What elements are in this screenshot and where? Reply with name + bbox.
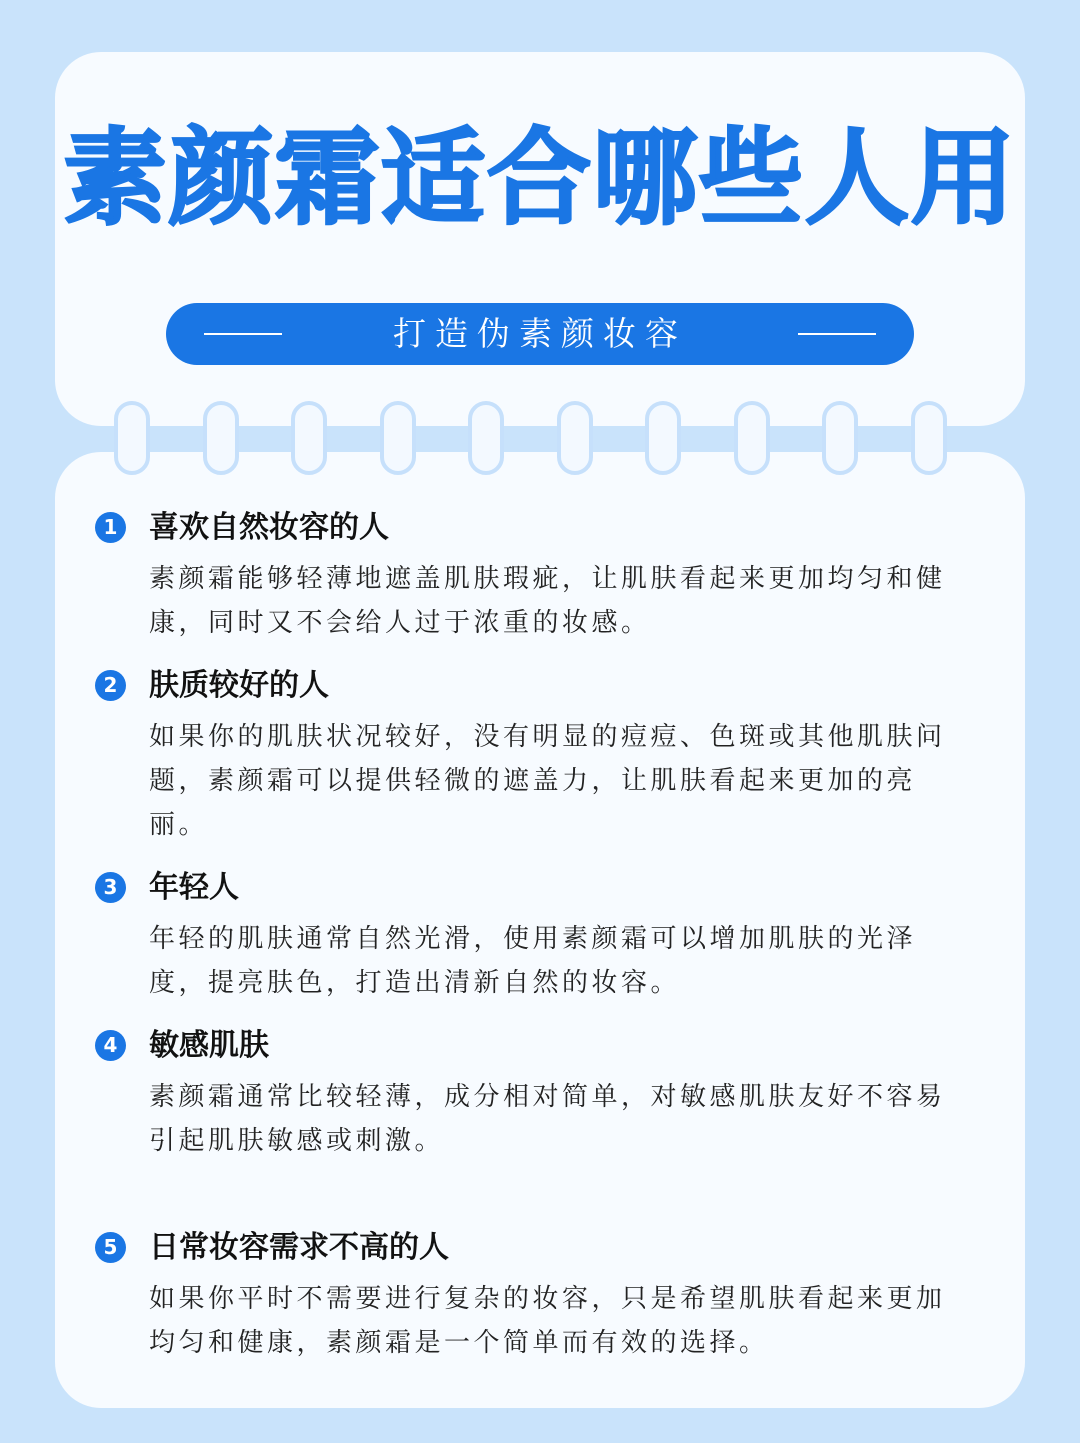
binder-ring bbox=[380, 401, 416, 475]
item-description: 素颜霜通常比较轻薄，成分相对简单，对敏感肌肤友好不容易引起肌肤敏感或刺激。 bbox=[149, 1082, 946, 1156]
subtitle-banner bbox=[166, 303, 914, 365]
item-number-badge: 3 bbox=[95, 872, 126, 903]
item-title: 日常妆容需求不高的人 bbox=[149, 1230, 449, 1265]
binder-ring bbox=[468, 401, 504, 475]
banner-divider-right bbox=[798, 333, 876, 335]
binder-ring bbox=[291, 401, 327, 475]
item-description: 素颜霜能够轻薄地遮盖肌肤瑕疵，让肌肤看起来更加均匀和健康，同时又不会给人过于浓重的妆感。 bbox=[149, 564, 946, 638]
item-title: 肤质较好的人 bbox=[149, 668, 329, 703]
binder-ring bbox=[822, 401, 858, 475]
item-description: 如果你的肌肤状况较好，没有明显的痘痘、色斑或其他肌肤问题，素颜霜可以提供轻微的遮盖力，让肌肤看起来更加的亮丽。 bbox=[149, 722, 946, 840]
item-description: 年轻的肌肤通常自然光滑，使用素颜霜可以增加肌肤的光泽度，提亮肤色，打造出清新自然的妆容。 bbox=[149, 924, 917, 998]
item-number-badge: 5 bbox=[95, 1232, 126, 1263]
item-title: 敏感肌肤 bbox=[149, 1028, 269, 1063]
binder-ring bbox=[911, 401, 947, 475]
item-number-badge: 4 bbox=[95, 1030, 126, 1061]
item-title: 喜欢自然妆容的人 bbox=[149, 510, 389, 545]
binder-ring bbox=[734, 401, 770, 475]
item-number-badge: 2 bbox=[95, 670, 126, 701]
binder-ring bbox=[114, 401, 150, 475]
banner-text: 打造伪素颜妆容 bbox=[393, 314, 687, 353]
binder-ring bbox=[203, 401, 239, 475]
item-description: 如果你平时不需要进行复杂的妆容，只是希望肌肤看起来更加均匀和健康，素颜霜是一个简单而有效的选择。 bbox=[149, 1284, 946, 1358]
page-title: 素颜霜适合哪些人用 bbox=[62, 117, 1017, 239]
binder-ring bbox=[557, 401, 593, 475]
item-title: 年轻人 bbox=[149, 870, 239, 905]
header-card bbox=[55, 52, 1025, 426]
item-number-badge: 1 bbox=[95, 512, 126, 543]
binder-ring bbox=[645, 401, 681, 475]
